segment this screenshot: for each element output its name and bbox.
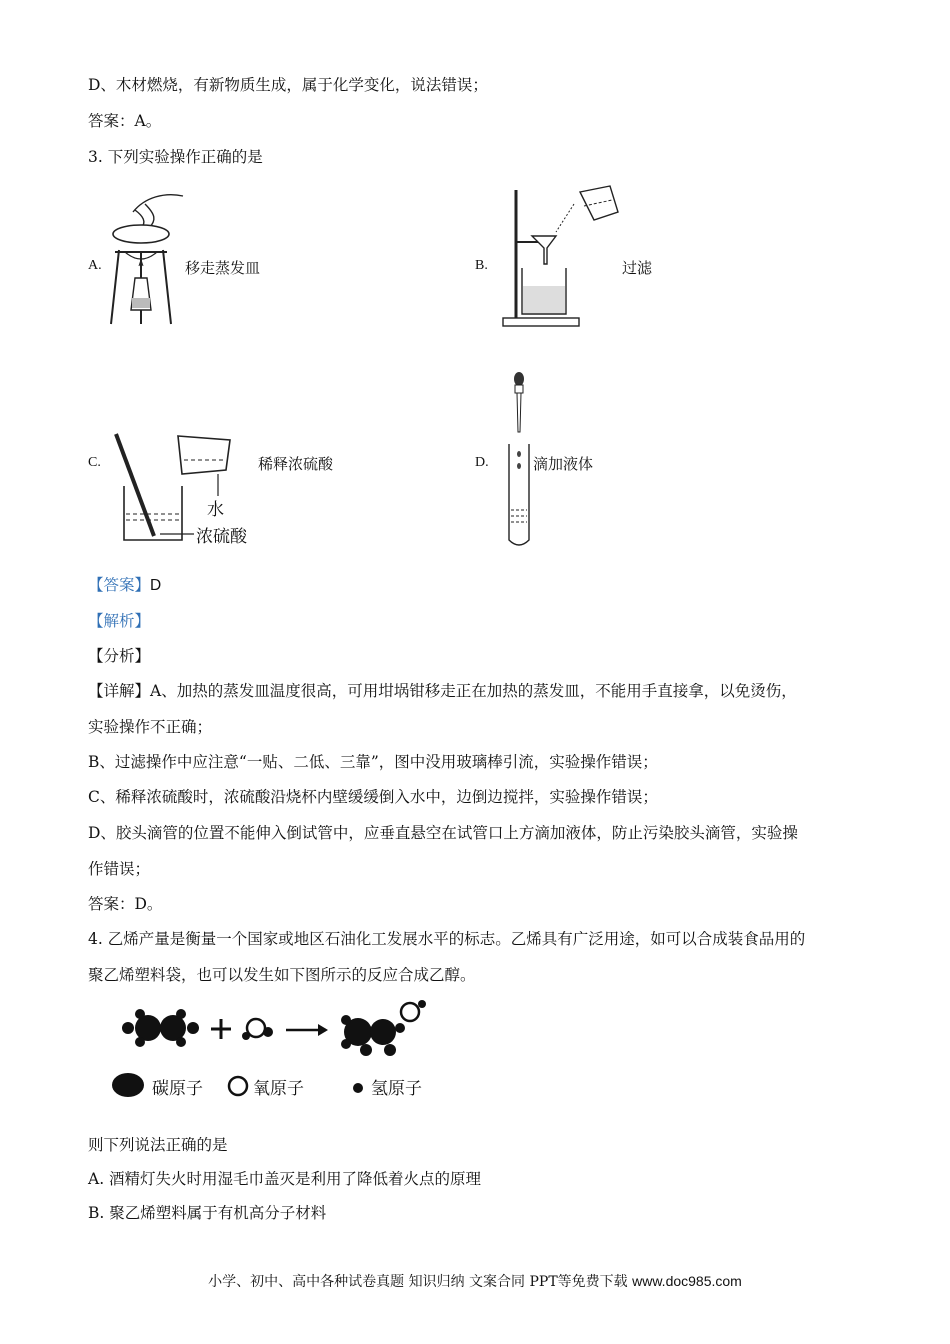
answer-2: 答案：D。 bbox=[88, 895, 163, 913]
footer-url[interactable]: www.doc985.com bbox=[632, 1273, 742, 1289]
detail-line-d1: D、胶头滴管的位置不能伸入倒试管中，应垂直悬空在试管口上方滴加液体，防止污染胶头滴管，实验操 bbox=[88, 824, 798, 842]
question-3-title: 3. 下列实验操作正确的是 bbox=[88, 148, 263, 166]
text-line: D、木材燃烧，有新物质生成，属于化学变化，说法错误； bbox=[88, 76, 488, 94]
question-4-line1: 4. 乙烯产量是衡量一个国家或地区石油化工发展水平的标志。乙烯具有广泛用途，如可以合成装食品用的 bbox=[88, 930, 806, 948]
option-c-label: C. bbox=[88, 455, 101, 470]
detail-line-a2: 实验操作不正确； bbox=[88, 718, 213, 736]
footer-text: 小学、初中、高中各种试卷真题 知识归纳 文案合同 PPT等免费下载 bbox=[208, 1274, 628, 1290]
detail-text: A、加热的蒸发皿温度很高，可用坩埚钳移走正在加热的蒸发皿，不能用手直接拿，以免烫伤， bbox=[150, 682, 797, 700]
option-a-caption: 移走蒸发皿 bbox=[185, 259, 261, 277]
detail-line-a1 bbox=[88, 680, 797, 702]
option-c-caption: 稀释浓硫酸 bbox=[258, 455, 334, 473]
reaction-diagram bbox=[118, 998, 438, 1064]
legend-oxygen: 氧原子 bbox=[253, 1079, 304, 1099]
question-4-prompt: 则下列说法正确的是 bbox=[88, 1136, 228, 1154]
water-label: 水 bbox=[207, 500, 224, 520]
question-4-line2: 聚乙烯塑料袋，也可以发生如下图所示的反应合成乙醇。 bbox=[88, 966, 476, 984]
oxygen-atom-icon bbox=[226, 1074, 250, 1098]
question-4-option-b: B. 聚乙烯塑料属于有机高分子材料 bbox=[88, 1204, 327, 1222]
legend-carbon: 碳原子 bbox=[152, 1079, 203, 1099]
evaporating-dish-figure bbox=[105, 192, 185, 334]
detail-line-d2: 作错误； bbox=[88, 860, 151, 878]
footer bbox=[0, 1271, 950, 1291]
option-b-caption: 过滤 bbox=[622, 259, 653, 277]
detail-line-c: C、稀释浓硫酸时，浓硫酸沿烧杯内壁缓缓倒入水中，边倒边搅拌，实验操作错误； bbox=[88, 788, 658, 806]
option-a-label: A. bbox=[88, 258, 102, 273]
question-4-option-a: A. 酒精灯失火时用湿毛巾盖灭是利用了降低着火点的原理 bbox=[88, 1170, 482, 1188]
dropper-figure bbox=[505, 370, 533, 548]
detail-line-b: B、过滤操作中应注意“一贴、二低、三靠”，图中没用玻璃棒引流，实验操作错误； bbox=[88, 753, 658, 771]
hydrogen-atom-icon bbox=[350, 1080, 366, 1096]
fenxi-tag: 【分析】 bbox=[88, 647, 151, 665]
option-d-caption: 滴加液体 bbox=[533, 455, 594, 473]
answer-line bbox=[88, 574, 161, 597]
answer-tag: 【答案】 bbox=[88, 576, 151, 594]
option-d-label: D. bbox=[475, 455, 489, 470]
text-line: 答案：A。 bbox=[88, 112, 162, 130]
filtration-figure bbox=[498, 182, 620, 330]
carbon-atom-icon bbox=[110, 1070, 150, 1100]
legend-hydrogen: 氢原子 bbox=[371, 1079, 422, 1099]
analysis-tag: 【解析】 bbox=[88, 612, 151, 630]
detail-tag: 【详解】 bbox=[88, 682, 151, 700]
answer-value: D bbox=[150, 577, 162, 594]
conc-acid-label: 浓硫酸 bbox=[196, 527, 247, 547]
option-b-label: B. bbox=[475, 258, 488, 273]
